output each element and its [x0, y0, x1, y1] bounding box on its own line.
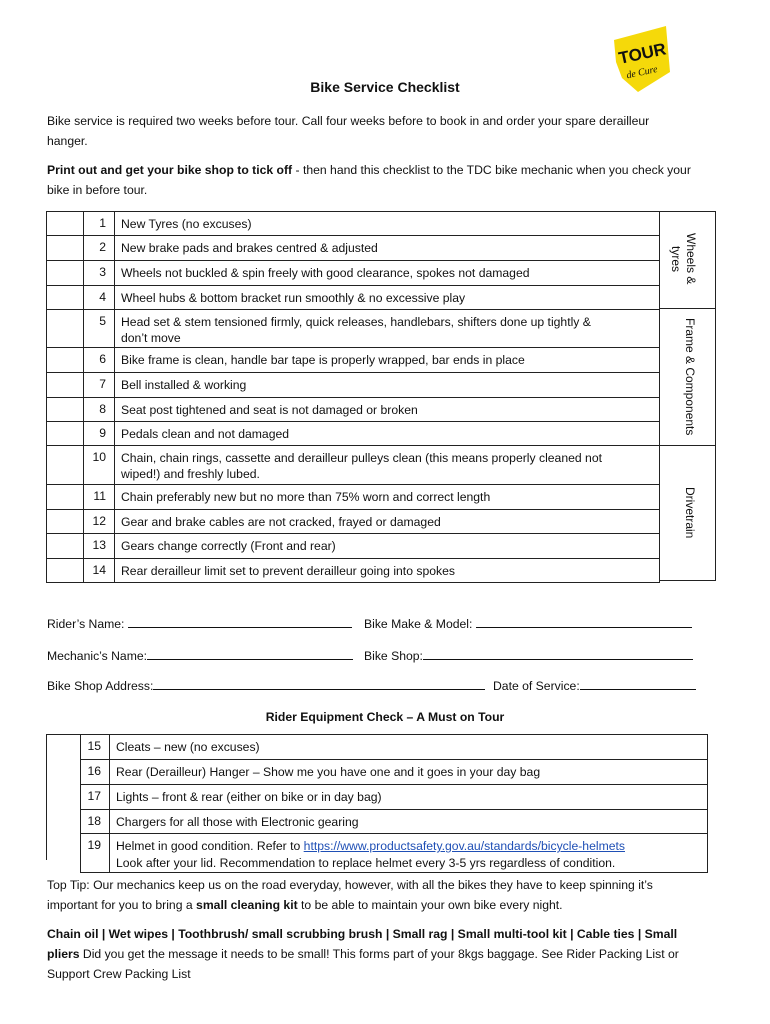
bike-shop-field[interactable]: Bike Shop:	[364, 646, 693, 666]
equipment-title: Rider Equipment Check – A Must on Tour	[265, 710, 505, 724]
item-number: 18	[81, 810, 110, 834]
item-number: 19	[81, 834, 110, 873]
item-number: 6	[84, 348, 115, 373]
item-text: Chain, chain rings, cassette and derailleur pulleys clean (this means properly cleaned not wiped!) and freshly lubed.	[115, 446, 660, 485]
tick-box[interactable]	[47, 422, 84, 446]
item-text: Rear (Derailleur) Hanger – Show me you have one and it goes in your day bag	[110, 760, 708, 785]
item-text: Head set & stem tensioned firmly, quick releases, handlebars, shifters done up tightly & don’t move	[115, 310, 660, 348]
item-number: 7	[84, 373, 115, 398]
tick-box[interactable]	[47, 348, 84, 373]
item-text: Pedals clean and not damaged	[115, 422, 660, 446]
section-label-frame: Frame & Components	[683, 318, 697, 436]
item-number: 16	[81, 760, 110, 785]
mechanic-name-field[interactable]: Mechanic’s Name:	[47, 646, 353, 666]
checklist-row[interactable]	[47, 348, 660, 373]
item-number: 12	[84, 510, 115, 534]
tick-box[interactable]	[47, 373, 84, 398]
intro-text: Bike service is required two weeks before tour. Call four weeks before to book in and order your spare derailleur hanger.	[47, 114, 650, 148]
cleaning-kit-text: Chain oil | Wet wipes | Toothbrush/ small scrubbing brush | Small rag | Small multi-tool kit | Cable ties | Small pliers Did you get the message it needs to be small! This forms part of your 8kgs baggage. See Rider Packing List or Support Crew Packing List	[47, 927, 679, 981]
rider-name-field[interactable]: Rider’s Name:	[47, 614, 352, 634]
tick-box[interactable]	[47, 398, 84, 422]
checklist-row[interactable]	[47, 236, 660, 261]
item-number: 2	[84, 236, 115, 261]
item-text: Gear and brake cables are not cracked, frayed or damaged	[115, 510, 660, 534]
equipment-row[interactable]	[81, 735, 708, 760]
item-text: Wheel hubs & bottom bracket run smoothly & no excessive play	[115, 286, 660, 310]
equipment-row[interactable]	[81, 834, 708, 873]
date-of-service-field[interactable]: Date of Service:	[493, 676, 696, 696]
item-number: 15	[81, 735, 110, 760]
item-number: 8	[84, 398, 115, 422]
item-text: Chargers for all those with Electronic gearing	[110, 810, 708, 834]
item-text: Wheels not buckled & spin freely with good clearance, spokes not damaged	[115, 261, 660, 286]
shop-address-field[interactable]: Bike Shop Address:	[47, 676, 485, 696]
item-text: Cleats – new (no excuses)	[110, 735, 708, 760]
tick-box[interactable]	[47, 310, 84, 348]
tick-box[interactable]	[47, 286, 84, 310]
top-tip-text: Top Tip: Our mechanics keep us on the road everyday, however, with all the bikes they have to keep spinning it’s important for you to bring a small cleaning kit to be able to maintain your own bike every night.	[47, 878, 653, 912]
item-number: 10	[84, 446, 115, 485]
equipment-row[interactable]	[81, 810, 708, 834]
item-text: Helmet in good condition. Refer to https://www.productsafety.gov.au/standards/bicycle-helmets Look after your lid. Recommendation to replace helmet every 3-5 yrs regardless of condition.	[110, 834, 708, 873]
section-divider	[660, 445, 716, 446]
checklist-row[interactable]	[47, 559, 660, 583]
section-label-drivetrain: Drivetrain	[683, 487, 697, 539]
checklist-row[interactable]	[47, 373, 660, 398]
item-number: 17	[81, 785, 110, 810]
checklist-row[interactable]	[47, 212, 660, 236]
tick-box[interactable]	[47, 212, 84, 236]
checklist-row[interactable]	[47, 534, 660, 559]
tick-box[interactable]	[47, 559, 84, 583]
equipment-row[interactable]	[81, 760, 708, 785]
tick-box[interactable]	[47, 236, 84, 261]
item-number: 9	[84, 422, 115, 446]
item-number: 11	[84, 485, 115, 510]
item-text: New Tyres (no excuses)	[115, 212, 660, 236]
tick-box[interactable]	[47, 446, 84, 485]
item-text: Bell installed & working	[115, 373, 660, 398]
equipment-row[interactable]	[81, 785, 708, 810]
svg-text:de Cure: de Cure	[625, 64, 659, 82]
checklist-row[interactable]	[47, 422, 660, 446]
service-checklist-table	[46, 211, 660, 583]
tick-box[interactable]	[47, 510, 84, 534]
section-label-wheels: Wheels & tyres	[669, 233, 698, 285]
item-number: 5	[84, 310, 115, 348]
item-text: Bike frame is clean, handle bar tape is properly wrapped, bar ends in place	[115, 348, 660, 373]
item-text: Chain preferably new but no more than 75% worn and correct length	[115, 485, 660, 510]
equipment-left-column	[46, 734, 80, 860]
equipment-checklist-table	[80, 734, 708, 873]
item-text: Rear derailleur limit set to prevent derailleur going into spokes	[115, 559, 660, 583]
checklist-row[interactable]	[47, 446, 660, 485]
section-divider	[660, 308, 716, 309]
item-number: 3	[84, 261, 115, 286]
item-text: Seat post tightened and seat is not damaged or broken	[115, 398, 660, 422]
item-text: New brake pads and brakes centred & adjusted	[115, 236, 660, 261]
item-text: Gears change correctly (Front and rear)	[115, 534, 660, 559]
tick-box[interactable]	[47, 261, 84, 286]
tick-box[interactable]	[47, 485, 84, 510]
instruction-text: Print out and get your bike shop to tick off - then hand this checklist to the TDC bike mechanic when you check your bike in before tour.	[47, 163, 691, 197]
helmet-standards-link[interactable]: https://www.productsafety.gov.au/standards/bicycle-helmets	[303, 839, 625, 853]
bike-make-field[interactable]: Bike Make & Model:	[364, 614, 692, 634]
checklist-row[interactable]	[47, 261, 660, 286]
page-title: Bike Service Checklist	[310, 79, 460, 95]
item-number: 4	[84, 286, 115, 310]
svg-text:TOUR: TOUR	[616, 39, 668, 68]
checklist-row[interactable]	[47, 310, 660, 348]
tick-box[interactable]	[47, 534, 84, 559]
checklist-row[interactable]	[47, 510, 660, 534]
checklist-row[interactable]	[47, 485, 660, 510]
checklist-row[interactable]	[47, 398, 660, 422]
checklist-row[interactable]	[47, 286, 660, 310]
item-number: 14	[84, 559, 115, 583]
item-text: Lights – front & rear (either on bike or in day bag)	[110, 785, 708, 810]
item-number: 13	[84, 534, 115, 559]
item-number: 1	[84, 212, 115, 236]
